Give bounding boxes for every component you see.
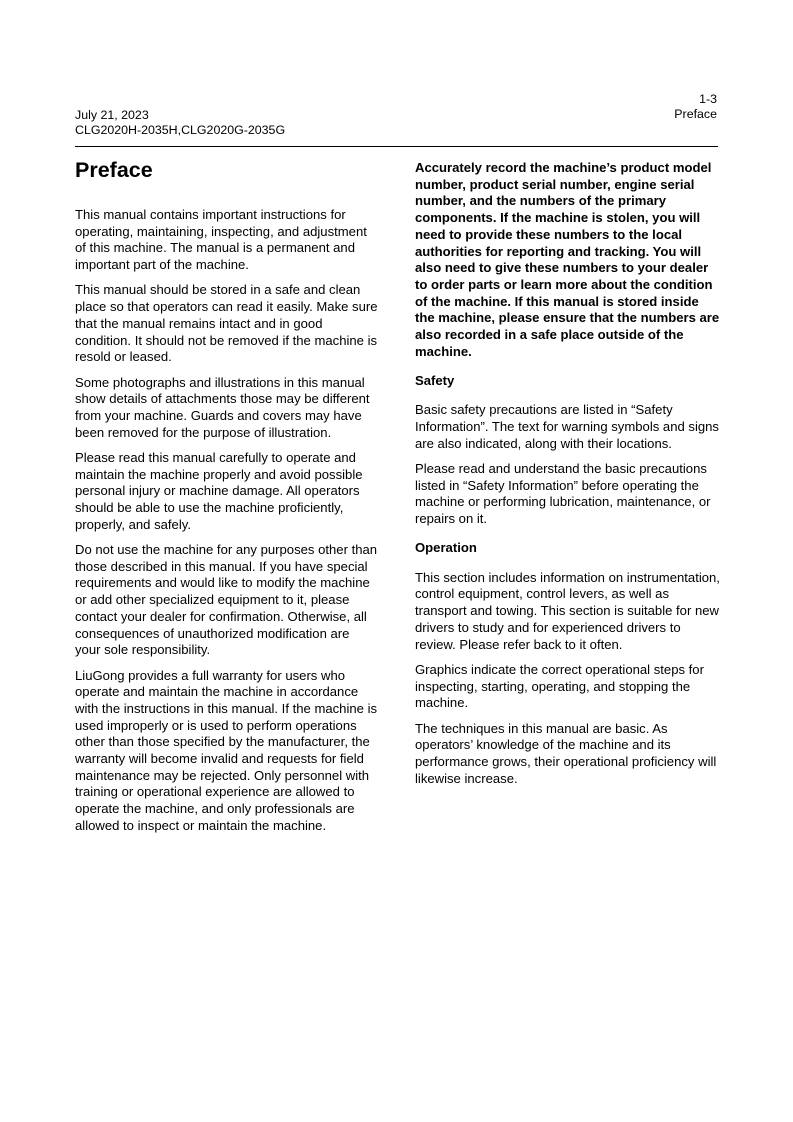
paragraph: Please read and understand the basic precautions listed in “Safety Information” before operating the machine or performing lubrication, maintenance, or repairs on it. [415, 461, 711, 527]
paragraph: This section includes information on instrumentation, control equipment, control levers, as well as transport and towing. This section is suitable for new drivers to study and for experienced drivers to review. Please refer back to it often. [415, 569, 720, 652]
paragraph: Please read this manual carefully to operate and maintain the machine properly and avoid possible personal injury or machine damage. All operators should be able to use the machine proficiently, properly, and safely. [75, 449, 363, 532]
header-date: July 21, 2023 [75, 108, 149, 122]
page-title: Preface [75, 158, 153, 182]
paragraph: LiuGong provides a full warranty for users who operate and maintain the machine in accordance with the instructions in this manual. If the machine is used improperly or is used to perform operations other than those specified by the manufacturer, the warranty will become invalid and requests for field maintenance may be rejected. Only personnel with training or operational experience are allowed to operate the machine, and only professionals are allowed to inspect or maintain the machine. [75, 667, 378, 833]
page-number: 1-3 [699, 92, 717, 106]
record-numbers-notice: Accurately record the machine’s product model number, product serial number, engine serial number, and the numbers of the primary components. If the machine is stolen, you will need to provide these numbers to the local authorities for reporting and tracking. You will also need to give these numbers to your dealer to order parts or learn more about the condition of the machine. If this manual is stored inside the machine, please ensure that the numbers are also recorded in a safe place outside of the machine. [415, 160, 720, 359]
safety-heading: Safety [415, 373, 455, 389]
right-column [415, 160, 720, 796]
operation-heading: Operation [415, 540, 477, 556]
header-right [674, 92, 717, 122]
paragraph: Basic safety precautions are listed in “Safety Information”. The text for warning symbols and signs are also indicated, along with their locations. [415, 402, 719, 451]
header-section: Preface [674, 107, 717, 121]
paragraph: Graphics indicate the correct operational steps for inspecting, starting, operating, and stopping the machine. [415, 661, 704, 711]
header-divider [75, 146, 718, 147]
paragraph: Some photographs and illustrations in this manual show details of attachments those may be different from your machine. Guards and covers may have been removed for the purpose of illustration. [75, 374, 370, 440]
paragraph: The techniques in this manual are basic. As operators’ knowledge of the machine and its performance grows, their operational proficiency will likewise increase. [415, 720, 717, 786]
header-model: CLG2020H-2035H,CLG2020G-2035G [75, 123, 286, 137]
paragraph: This manual should be stored in a safe and clean place so that operators can read it easily. Make sure that the manual remains intact and in good condition. It should not be removed if the machine is resold or leased. [75, 282, 378, 365]
paragraph: Do not use the machine for any purposes other than those described in this manual. If you have special requirements and would like to modify the machine or add other specialized equipment to it, please contact your dealer for confirmation. Otherwise, all consequences of unauthorized modification are your sole responsibility. [75, 542, 378, 658]
left-column [75, 157, 378, 843]
paragraph: This manual contains important instructions for operating, maintaining, inspecting, and adjustment of this machine. The manual is a permanent and important part of the machine. [75, 207, 367, 273]
header-left [75, 108, 285, 138]
